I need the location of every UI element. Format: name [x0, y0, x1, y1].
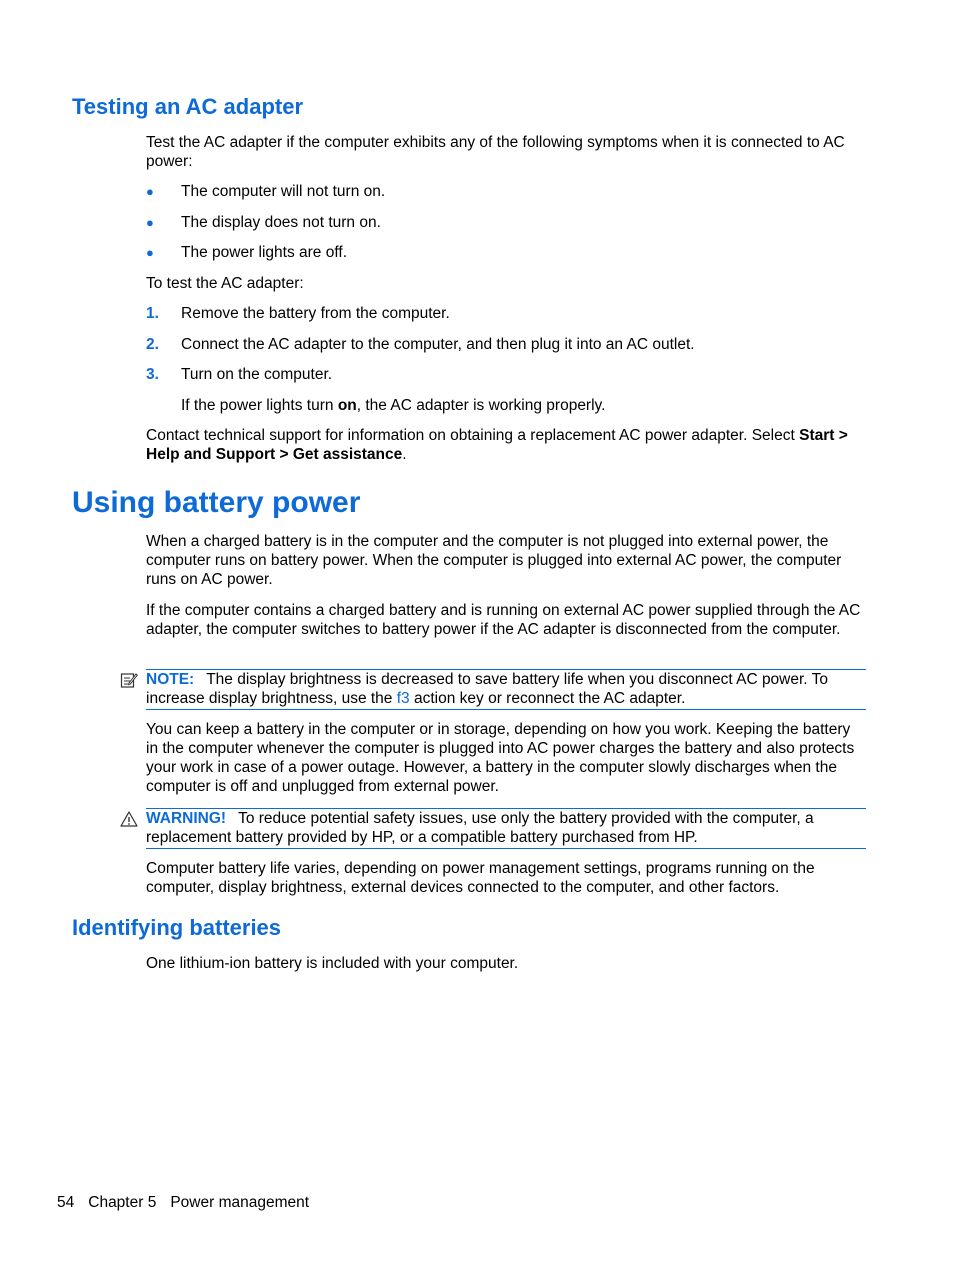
page-footer [57, 1193, 323, 1212]
step-text: Connect the AC adapter to the computer, and then plug it into an AC outlet. [181, 336, 695, 353]
note-text: The display brightness is decreased to save battery life when you disconnect AC power. To increase display brightness, use the [146, 671, 829, 707]
f3-key-link[interactable]: f3 [396, 690, 410, 707]
symptom-text: The display does not turn on. [181, 214, 381, 231]
section-heading-battery: Using battery power [72, 486, 361, 519]
list-item [146, 182, 866, 201]
contact-end: . [402, 446, 407, 463]
menu-path: Start > Help and Support > Get assistance [146, 427, 848, 463]
step-number: 3. [146, 366, 159, 383]
result-text-end: , the AC adapter is working properly. [356, 397, 606, 414]
to-test-text: To test the AC adapter: [146, 275, 304, 292]
step-item [146, 365, 866, 384]
step-number: 1. [146, 305, 159, 322]
result-bold: on [337, 397, 357, 414]
note-callout [146, 669, 866, 710]
ac-intro: Test the AC adapter if the computer exhibits any of the following symptoms when it is connected to AC power: [146, 134, 845, 170]
symptom-text: The power lights are off. [181, 244, 347, 261]
battery-para-1: When a charged battery is in the computer and the computer is not plugged into external power, the computer runs on battery power. When the computer is plugged into external AC power, the computer runs on AC power. [146, 533, 842, 588]
list-item [146, 243, 866, 262]
step-number: 2. [146, 336, 159, 353]
page-number: 54 [57, 1194, 75, 1211]
step-text: Remove the battery from the computer. [181, 305, 450, 322]
warning-text: To reduce potential safety issues, use only the battery provided with the computer, a replacement battery provided by HP, or a compatible battery purchased from HP. [146, 810, 814, 846]
note-label: NOTE: [146, 671, 195, 688]
step-item [146, 335, 866, 354]
contact-support [146, 426, 866, 464]
bullet-icon: ● [146, 245, 154, 260]
list-item [146, 213, 866, 232]
section-heading-identify: Identifying batteries [72, 915, 282, 940]
battery-para-2: If the computer contains a charged battery and is running on external AC power supplied through the AC adapter, the computer switches to battery power if the AC adapter is disconnected from the computer. [146, 602, 861, 638]
contact-text: Contact technical support for information on obtaining a replacement AC power adapter. Select [146, 427, 800, 444]
note-icon [120, 671, 138, 689]
battery-para-3: You can keep a battery in the computer or in storage, depending on how you work. Keeping the battery in the computer whenever the computer is plugged into AC power charges the battery and also protects your work in case of a power outage. However, a battery in the computer slowly discharges when the computer is off and unplugged from external power. [146, 721, 855, 795]
step-text: Turn on the computer. [181, 366, 333, 383]
section-heading-ac: Testing an AC adapter [72, 94, 304, 119]
bullet-icon: ● [146, 184, 154, 199]
step-item [146, 304, 866, 323]
identify-text: One lithium-ion battery is included with your computer. [146, 955, 519, 972]
warning-label: WARNING! [146, 810, 227, 827]
step-result [181, 396, 605, 415]
result-text: If the power lights turn [181, 397, 338, 414]
chapter-label: Chapter 5 [88, 1194, 157, 1211]
warning-callout [146, 808, 866, 849]
battery-para-4: Computer battery life varies, depending on power management settings, programs running on the computer, display brightness, external devices connected to the computer, and other factors. [146, 860, 815, 896]
warning-icon [120, 810, 138, 828]
bullet-icon: ● [146, 215, 154, 230]
chapter-title: Power management [170, 1194, 310, 1211]
note-text-end: action key or reconnect the AC adapter. [409, 690, 686, 707]
symptom-text: The computer will not turn on. [181, 183, 386, 200]
